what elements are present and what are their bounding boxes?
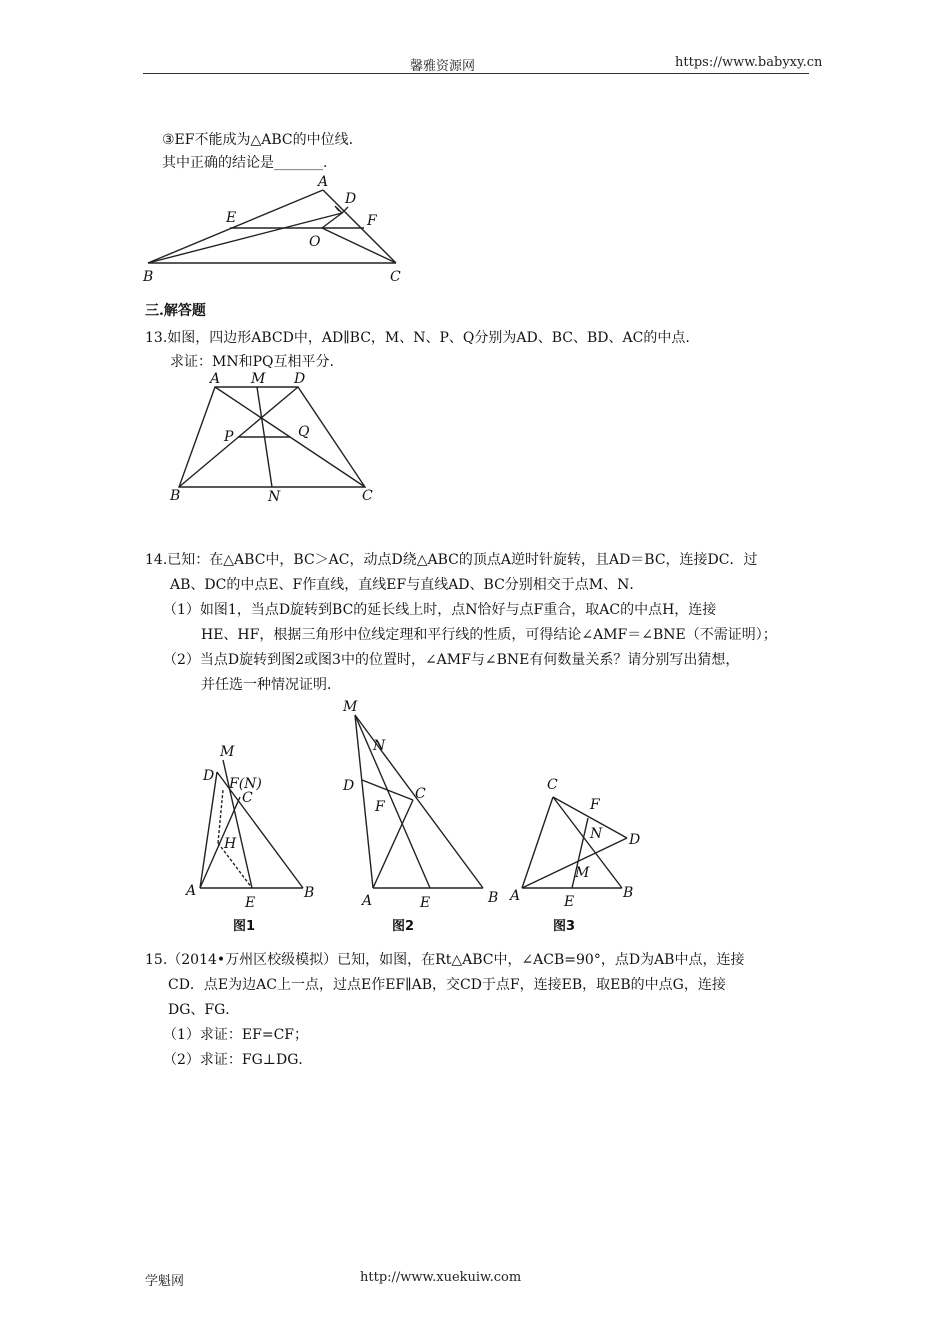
q12-label-B: B bbox=[143, 269, 154, 285]
fig3-label-N: N bbox=[590, 826, 603, 842]
fig2-label-E: E bbox=[420, 895, 431, 911]
fig2-label-D: D bbox=[343, 778, 355, 794]
header-site-name: 馨雅资源网 bbox=[410, 59, 476, 74]
q13-label-B: B bbox=[170, 488, 181, 504]
fig3-label-A: A bbox=[510, 888, 521, 904]
fig3-label-B: B bbox=[623, 885, 634, 901]
q12-label-E: E bbox=[226, 210, 237, 226]
fig1-label-M: M bbox=[220, 744, 235, 760]
fig1-caption: 图1 bbox=[233, 919, 256, 934]
q14-line1: 14.已知：在△ABC中，BC＞AC，动点D绕△ABC的顶点A逆时针旋转，且AD＝BC，连接DC．过 bbox=[145, 552, 758, 568]
fig1-label-FN: F(N) bbox=[229, 776, 262, 792]
fig1-label-C: C bbox=[242, 790, 253, 806]
q13-label-N: N bbox=[268, 489, 281, 505]
q12-label-F: F bbox=[367, 213, 377, 229]
q15-line1: 15.（2014•万州区校级模拟）已知，如图，在Rt△ABC中，∠ACB=90°，点D为AB中点，连接 bbox=[145, 952, 745, 968]
header-site-url[interactable]: https://www.babyxy.cn bbox=[675, 55, 823, 70]
q14-line6: 并任选一种情况证明． bbox=[201, 677, 341, 693]
fig2-label-C: C bbox=[415, 786, 426, 802]
fig3-label-D: D bbox=[629, 832, 641, 848]
fig2-caption: 图2 bbox=[392, 919, 415, 934]
q14-line5: （2）当点D旋转到图2或图3中的位置时，∠AMF与∠BNE有何数量关系？请分别写出猜想， bbox=[163, 652, 740, 668]
fig1-label-H: H bbox=[224, 836, 237, 852]
q14-line3: （1）如图1，当点D旋转到BC的延长线上时，点N恰好与点F重合，取AC的中点H，连接 bbox=[163, 602, 717, 618]
fig1-label-B: B bbox=[304, 885, 315, 901]
q13-label-C: C bbox=[362, 488, 373, 504]
fig2-label-F: F bbox=[375, 799, 385, 815]
footer-site-name: 学魁网 bbox=[145, 1274, 185, 1289]
q13-label-P: P bbox=[224, 429, 234, 445]
q15-line3: DG、FG． bbox=[168, 1002, 240, 1018]
q12-label-O: O bbox=[309, 234, 321, 250]
fig3-label-C: C bbox=[547, 777, 558, 793]
fig2-label-M: M bbox=[343, 699, 358, 715]
fig2-label-A: A bbox=[362, 893, 373, 909]
footer-site-url[interactable]: http://www.xuekuiw.com bbox=[360, 1270, 522, 1285]
fig3-label-F: F bbox=[590, 797, 600, 813]
q13-label-Q: Q bbox=[298, 424, 310, 440]
q15-line5: （2）求证：FG⊥DG． bbox=[163, 1052, 313, 1068]
q14-line2: AB、DC的中点E、F作直线，直线EF与直线AD、BC分别相交于点M、N． bbox=[170, 577, 644, 593]
fig2-label-N: N bbox=[373, 738, 386, 754]
q15-line2: CD．点E为边AC上一点，过点E作EF∥AB，交CD于点F，连接EB，取EB的中点G，连接 bbox=[168, 977, 726, 993]
fig2-label-B: B bbox=[488, 890, 499, 906]
fig1-label-E: E bbox=[245, 895, 256, 911]
q13-line1: 13.如图，四边形ABCD中，AD∥BC，M、N、P、Q分别为AD、BC、BD、AC的中点. bbox=[145, 330, 690, 346]
q13-line2: 求证：MN和PQ互相平分. bbox=[170, 354, 334, 370]
q15-line4: （1）求证：EF=CF； bbox=[163, 1027, 308, 1043]
fig1-label-D: D bbox=[203, 768, 215, 784]
q13-label-A: A bbox=[210, 371, 221, 387]
fig1-label-A: A bbox=[186, 883, 197, 899]
q12-ask: 其中正确的结论是_______. bbox=[162, 155, 328, 171]
q13-label-M: M bbox=[251, 371, 266, 387]
fig3-label-M: M bbox=[575, 865, 590, 881]
section-title: 三.解答题 bbox=[145, 303, 206, 319]
q12-label-C: C bbox=[390, 269, 401, 285]
q12-item3: ③EF不能成为△ABC的中位线. bbox=[162, 132, 354, 148]
fig3-caption: 图3 bbox=[553, 919, 576, 934]
q14-line4: HE、HF，根据三角形中位线定理和平行线的性质，可得结论∠AMF＝∠BNE（不需证明）； bbox=[201, 627, 777, 643]
fig3-label-E: E bbox=[564, 894, 575, 910]
q12-label-A: A bbox=[318, 174, 329, 190]
q12-label-D: D bbox=[345, 191, 357, 207]
q13-label-D: D bbox=[294, 371, 306, 387]
